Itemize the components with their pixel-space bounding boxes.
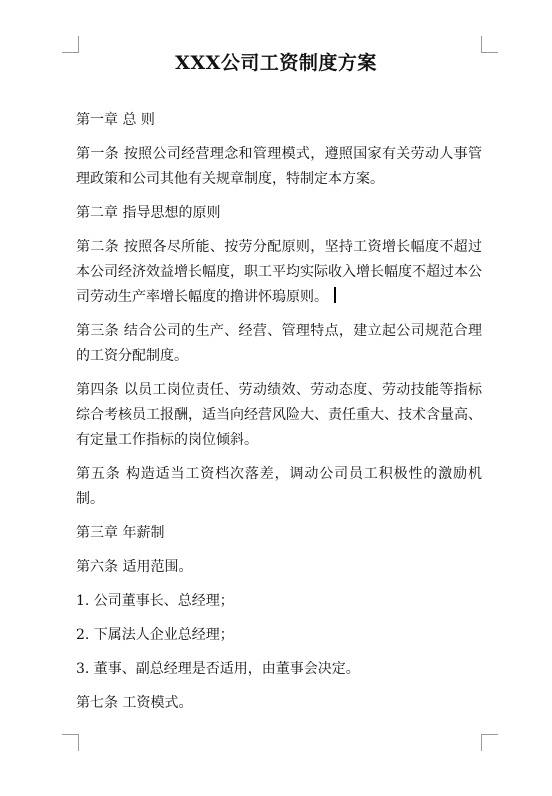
article-paragraph: 第一条 按照公司经营理念和管理模式，遵照国家有关劳动人事管理政策和公司其他有关规章制度，特制定本方案。 [76, 146, 482, 187]
article-paragraph: 第七条 工资模式。 [76, 695, 193, 711]
article-text: 第二条 按照各尽所能、按劳分配原则，坚持工资增长幅度不超过本公司经济效益增长幅度，职工平均实际收入增长幅度不超过本公司劳动生产率增长幅度的撸讲怀瑦原则。 [76, 239, 482, 305]
article-paragraph: 第五条 构造适当工资档次落差，调动公司员工积极性的激励机制。 [76, 466, 482, 507]
crop-mark-bottom-right [481, 734, 498, 751]
list-item: 2. 下属法人企业总经理； [76, 627, 234, 643]
document-body[interactable] [76, 108, 482, 725]
text-cursor [334, 287, 336, 303]
article-paragraph: 第六条 适用范围。 [76, 559, 193, 575]
article-paragraph: 第三条 结合公司的生产、经营、管理特点，建立起公司规范合理的工资分配制度。 [76, 323, 482, 364]
crop-mark-bottom-left [62, 734, 79, 751]
article-paragraph: 第四条 以员工岗位责任、劳动绩效、劳动态度、劳动技能等指标综合考核员工报酬，适当向经营风险大、责任重大、技术含量高、有定量工作指标的岗位倾斜。 [76, 382, 482, 448]
chapter-heading: 第一章 总 则 [76, 112, 155, 128]
chapter-heading: 第二章 指导思想的原则 [76, 205, 221, 221]
chapter-heading: 第三章 年薪制 [76, 525, 165, 541]
list-item: 3. 董事、副总经理是否适用，由董事会决定。 [76, 661, 360, 677]
document-title: XXX公司工资制度方案 [175, 52, 377, 74]
article-paragraph-with-cursor [76, 235, 482, 310]
list-item: 1. 公司董事长、总经理； [76, 593, 234, 609]
